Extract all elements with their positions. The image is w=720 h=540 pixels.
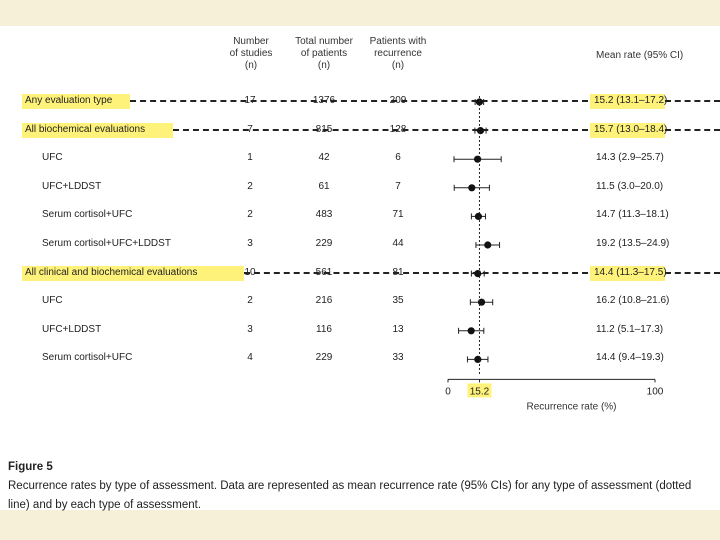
row-label: Any evaluation type — [25, 95, 113, 106]
rate-text: 14.3 (2.9–25.7) — [596, 152, 664, 164]
rate-text: 15.7 (13.0–18.4) — [594, 123, 668, 135]
recurrence-value: 13 — [392, 323, 404, 335]
recurrence-value: 33 — [392, 352, 404, 364]
mean-point — [474, 270, 481, 277]
studies-value: 2 — [247, 295, 253, 307]
header-recurrence: Patients with recurrence (n) — [369, 36, 427, 71]
figure-caption — [8, 458, 708, 515]
studies-value: 2 — [247, 209, 253, 221]
total-patients-value: 229 — [315, 238, 333, 249]
header-total-patients: Total number of patients (n) — [295, 36, 353, 71]
studies-value: 17 — [244, 95, 256, 106]
mean-point — [475, 213, 482, 220]
total-patients-value: 1376 — [312, 95, 336, 106]
mean-point — [484, 241, 491, 248]
mean-point — [477, 127, 484, 134]
recurrence-value: 35 — [392, 295, 404, 307]
row-label: Serum cortisol+UFC+LDDST — [42, 238, 171, 249]
rate-text: 11.5 (3.0–20.0) — [596, 180, 664, 192]
mean-point — [474, 156, 481, 163]
figure-label: Figure 5 — [8, 461, 53, 473]
recurrence-value: 128 — [389, 123, 407, 135]
rate-text: 14.4 (11.3–17.5) — [594, 266, 667, 278]
rate-text: 11.2 (5.1–17.3) — [596, 323, 664, 335]
rate-text: 15.2 (13.1–17.2) — [594, 95, 668, 106]
studies-value: 2 — [247, 180, 253, 192]
mean-point — [474, 356, 481, 363]
row-label: All clinical and biochemical evaluations — [25, 266, 198, 278]
total-patients-value: 483 — [315, 209, 333, 221]
mean-point — [468, 327, 475, 334]
studies-value: 3 — [247, 323, 253, 335]
row-label: Serum cortisol+UFC — [42, 209, 133, 221]
recurrence-value: 71 — [392, 209, 404, 221]
studies-value: 4 — [247, 352, 253, 364]
total-patients-value: 216 — [315, 295, 333, 307]
mean-point — [468, 184, 475, 191]
recurrence-value: 6 — [395, 152, 401, 164]
studies-value: 7 — [247, 123, 253, 135]
total-patients-value: 229 — [315, 352, 333, 364]
row-label: All biochemical evaluations — [25, 123, 146, 135]
total-patients-value: 815 — [315, 123, 333, 135]
recurrence-value: 44 — [392, 238, 404, 249]
x-tick-label: 0 — [445, 386, 451, 398]
total-patients-value: 42 — [318, 152, 330, 164]
total-patients-value: 116 — [316, 323, 332, 335]
header-mean-rate: Mean rate (95% CI) — [596, 50, 684, 61]
forest-plot — [0, 26, 720, 436]
x-axis-label: Recurrence rate (%) — [526, 401, 617, 413]
x-tick-label: 15.2 — [469, 386, 490, 398]
figure-panel — [0, 26, 720, 510]
studies-value: 10 — [244, 266, 256, 278]
studies-value: 1 — [247, 152, 253, 164]
row-label: UFC+LDDST — [42, 180, 102, 192]
caption-text: Recurrence rates by type of assessment. Data are represented as mean recurrence rate (95% CIs) for any type of assessment (dotted line) and by each type of assessment. — [8, 480, 692, 511]
row-label: UFC+LDDST — [42, 323, 102, 335]
recurrence-value: 7 — [395, 180, 401, 192]
rate-text: 14.4 (9.4–19.3) — [596, 352, 664, 364]
recurrence-value: 81 — [392, 266, 404, 278]
rate-text: 14.7 (11.3–18.1) — [596, 209, 669, 221]
x-tick-label: 100 — [646, 386, 664, 398]
row-label: UFC — [42, 295, 63, 307]
total-patients-value: 561 — [315, 266, 333, 278]
recurrence-value: 209 — [389, 95, 407, 106]
rate-text: 16.2 (10.8–21.6) — [596, 295, 670, 307]
row-label: Serum cortisol+UFC — [42, 352, 133, 364]
row-label: UFC — [42, 152, 63, 164]
rate-text: 19.2 (13.5–24.9) — [596, 238, 670, 249]
studies-value: 3 — [247, 238, 253, 249]
header-studies: Number of studies (n) — [229, 36, 273, 71]
total-patients-value: 61 — [318, 180, 330, 192]
